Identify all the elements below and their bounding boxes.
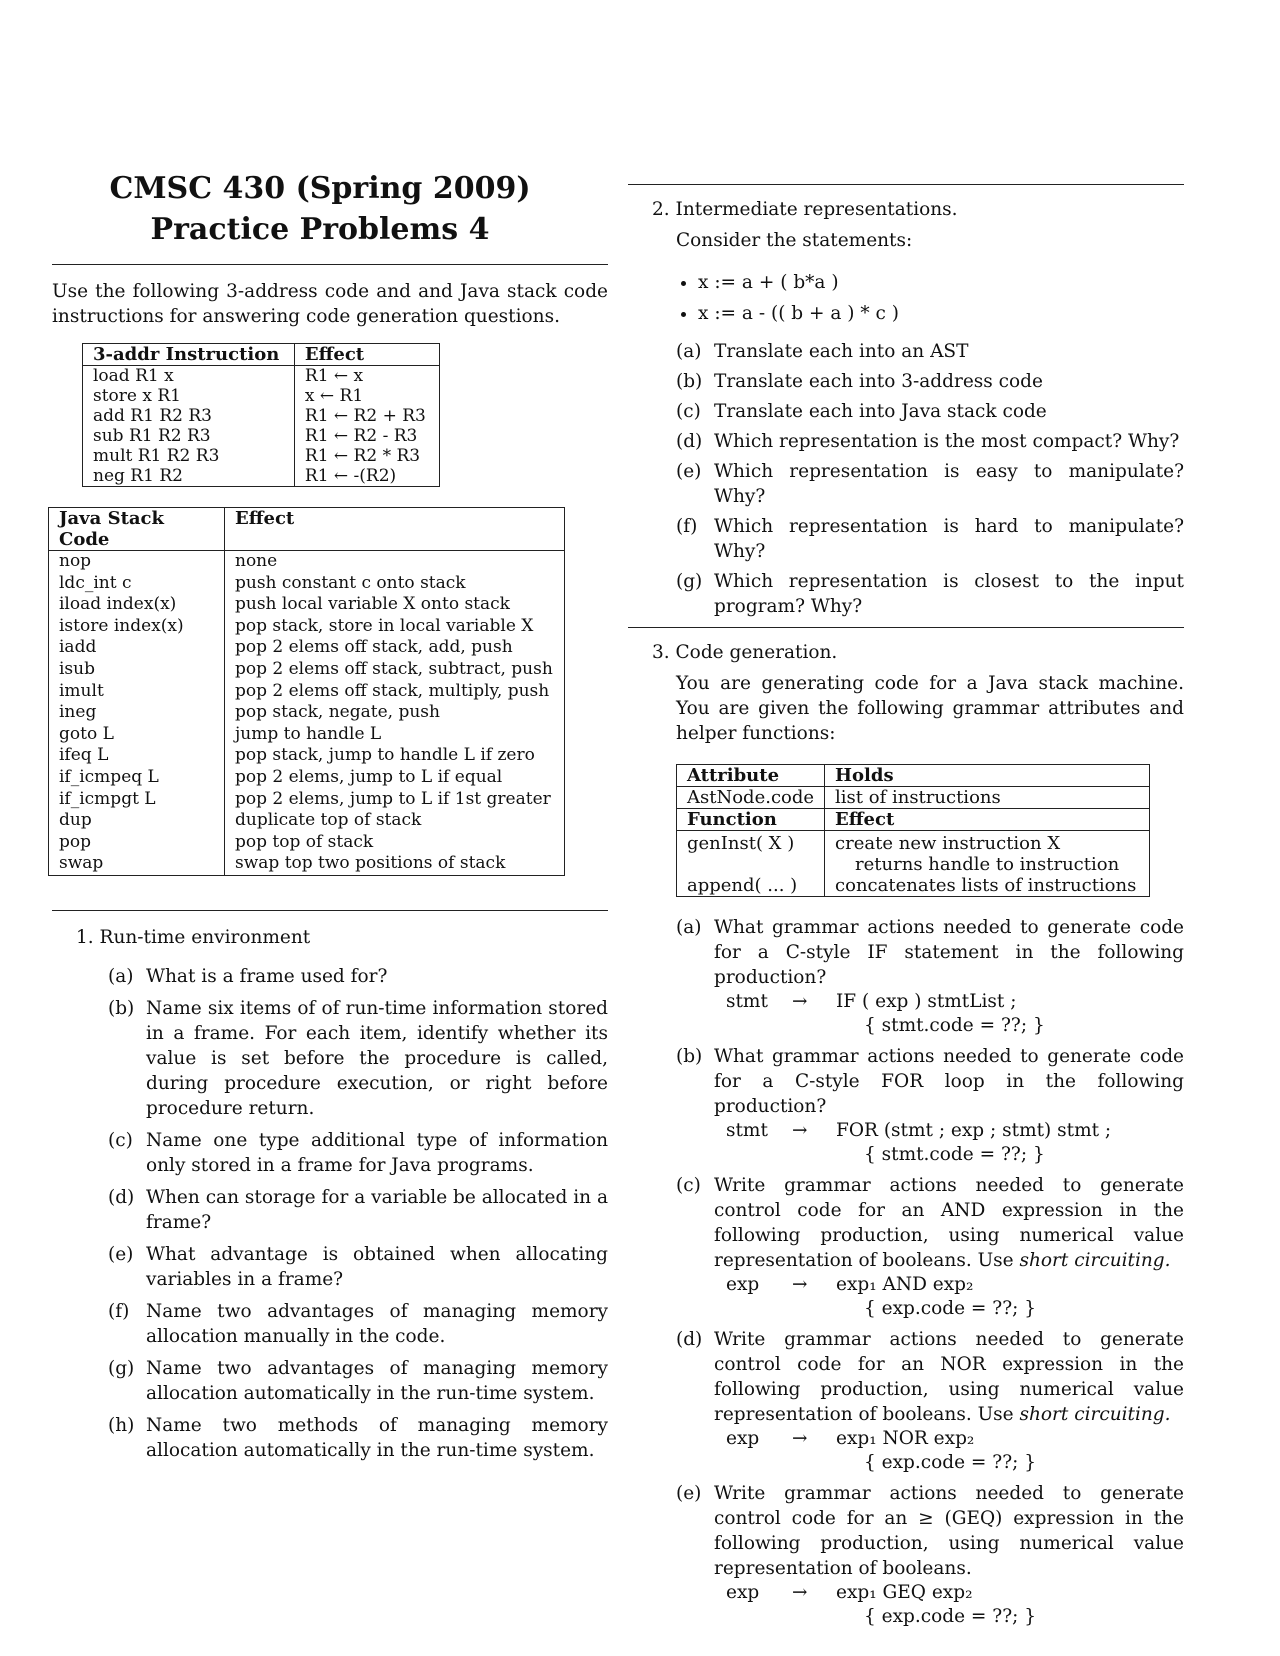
- list-item: [108, 1242, 608, 1292]
- item-text: Name two advantages of managing memory allocation manually in the code.: [146, 1300, 608, 1347]
- production-action: { stmt.code = ??; }: [864, 1144, 1045, 1165]
- grammar-production: [714, 1273, 1184, 1321]
- table-cell: store x R1: [83, 386, 295, 406]
- arrow-symbol: →: [792, 991, 808, 1012]
- title-line-2: Practice Problems 4: [150, 212, 490, 247]
- grammar-production: [714, 1581, 1184, 1629]
- item-text: [714, 915, 1184, 990]
- item-text: Which representation is hard to manipulate? Why?: [714, 516, 1184, 562]
- item-text: Translate each into Java stack code: [714, 401, 1047, 422]
- table-row: [49, 789, 565, 811]
- table-cell: pop 2 elems, jump to L if equal: [225, 767, 565, 789]
- table-cell: push constant c onto stack: [225, 573, 565, 595]
- divider: [628, 184, 1184, 185]
- grammar-production: [714, 1427, 1184, 1475]
- list-item: [108, 1185, 608, 1235]
- item-text-part: Write grammar actions needed to generate control code for an NOR expression in the following production, using numerical value representation of booleans. Use: [714, 1329, 1184, 1425]
- item-text-part: Write grammar actions needed to generate control code for an AND expression in the following production, using numerical value representation of booleans. Use: [714, 1175, 1184, 1271]
- grammar-production: [714, 1119, 1184, 1167]
- title-line-1: CMSC 430 (Spring 2009): [109, 171, 531, 206]
- question-2-heading: 2. Intermediate representations.: [652, 199, 958, 220]
- item-body: [714, 915, 1184, 1038]
- table-cell: pop 2 elems off stack, add, push: [225, 637, 565, 659]
- table-header-row: [83, 344, 440, 366]
- production-lhs: exp: [726, 1428, 760, 1449]
- table-cell: concatenates lists of instructions: [825, 875, 1150, 897]
- table-cell: pop stack, jump to handle L if zero: [225, 745, 565, 767]
- list-item: [676, 339, 1184, 364]
- item-text: [714, 1044, 1184, 1119]
- table-header: 3-addr Instruction: [83, 344, 295, 366]
- list-item: [108, 996, 608, 1121]
- table-row: [83, 406, 440, 426]
- table-header: Effect: [225, 508, 565, 551]
- question-3-heading: 3. Code generation.: [652, 642, 838, 663]
- table-cell: iadd: [49, 637, 225, 659]
- table-cell: none: [225, 551, 565, 573]
- three-addr-table: [82, 343, 440, 487]
- table-header-row: [677, 809, 1150, 831]
- list-item: [676, 1327, 1184, 1475]
- item-text-part: What grammar actions needed to generate code for a C-style FOR loop in the following production?: [714, 1046, 1184, 1117]
- grammar-production: [714, 990, 1184, 1038]
- table-row: [49, 551, 565, 573]
- table-row: [49, 767, 565, 789]
- table-cell: swap: [49, 853, 225, 875]
- table-cell: R1 ← R2 + R3: [294, 406, 439, 426]
- production-action: { exp.code = ??; }: [864, 1606, 1037, 1627]
- list-item: [676, 429, 1184, 454]
- list-item: [108, 1299, 608, 1349]
- production-lhs: exp: [726, 1274, 760, 1295]
- table-cell: push local variable X onto stack: [225, 594, 565, 616]
- item-label: (f): [108, 1300, 130, 1322]
- question-3-intro: You are generating code for a Java stack machine. You are given the following grammar attributes and helper functions:: [676, 673, 1184, 744]
- item-label: (g): [676, 571, 703, 592]
- item-text: What is a frame used for?: [146, 965, 388, 987]
- production-action: { stmt.code = ??; }: [864, 1015, 1045, 1036]
- list-item: [108, 964, 608, 989]
- table-cell: pop 2 elems off stack, subtract, push: [225, 659, 565, 681]
- statement-list: [676, 267, 1184, 329]
- emphasis-text: short circuiting.: [1019, 1250, 1171, 1271]
- table-cell: AstNode.code: [677, 787, 825, 809]
- item-label: (a): [676, 341, 702, 362]
- item-body: [714, 1044, 1184, 1167]
- table-row: [49, 573, 565, 595]
- intro-text: Use the following 3-address code and and Java stack code instructions for answering code generation questions.: [52, 281, 608, 327]
- item-text: Translate each into an AST: [714, 341, 969, 362]
- table-cell: iload index(x): [49, 594, 225, 616]
- item-text: Which representation is the most compact? Why?: [714, 431, 1180, 452]
- item-label: (d): [108, 1186, 135, 1208]
- item-text: Name six items of of run-time information stored in a frame. For each item, identify whether its value is set before the procedure is called, during procedure execution, or right before procedure return.: [146, 997, 608, 1119]
- item-label: (h): [108, 1414, 135, 1436]
- table-header: Holds: [825, 765, 1150, 787]
- table-cell: sub R1 R2 R3: [83, 426, 295, 446]
- table-cell: pop 2 elems off stack, multiply, push: [225, 681, 565, 703]
- table-row: [49, 681, 565, 703]
- item-label: (g): [108, 1357, 135, 1379]
- item-text: Name one type additional type of information only stored in a frame for Java programs.: [146, 1129, 608, 1176]
- table-cell: mult R1 R2 R3: [83, 446, 295, 466]
- list-item: [676, 369, 1184, 394]
- table-cell: x ← R1: [294, 386, 439, 406]
- list-item: • x := a + ( b*a ): [698, 267, 1184, 298]
- page-title: [32, 168, 608, 250]
- item-body: [714, 1327, 1184, 1475]
- table-cell: pop stack, negate, push: [225, 702, 565, 724]
- table-row: [83, 366, 440, 387]
- table-cell: neg R1 R2: [83, 466, 295, 487]
- item-label: (a): [108, 965, 134, 987]
- list-item: [676, 1044, 1184, 1167]
- list-item: [676, 569, 1184, 619]
- table-cell: ineg: [49, 702, 225, 724]
- divider: [52, 910, 608, 911]
- question-2-list: [676, 339, 1184, 619]
- item-text: When can storage for a variable be allocated in a frame?: [146, 1186, 608, 1233]
- item-text-part: What grammar actions needed to generate code for a C-style IF statement in the following production?: [714, 917, 1184, 988]
- table-cell: R1 ← x: [294, 366, 439, 387]
- table-row: [677, 875, 1150, 897]
- production-rhs: FOR (stmt ; exp ; stmt) stmt ;: [836, 1120, 1112, 1141]
- cell-line: create new instruction X: [835, 833, 1061, 854]
- table-cell: R1 ← R2 * R3: [294, 446, 439, 466]
- table-header: Function: [677, 809, 825, 831]
- table-row: [83, 446, 440, 466]
- item-label: (c): [676, 1175, 701, 1196]
- table-row: [49, 832, 565, 854]
- item-text: Which representation is closest to the input program? Why?: [714, 571, 1184, 617]
- table-row: [83, 466, 440, 487]
- item-label: (e): [108, 1243, 134, 1265]
- production-rhs: exp₁ AND exp₂: [836, 1274, 974, 1295]
- table-cell: nop: [49, 551, 225, 573]
- item-label: (e): [676, 461, 702, 482]
- table-cell: add R1 R2 R3: [83, 406, 295, 426]
- question-1-list: [108, 964, 608, 1463]
- table-cell: [825, 831, 1150, 876]
- item-text: Name two methods of managing memory allocation automatically in the run-time system.: [146, 1414, 608, 1461]
- table-row: [49, 659, 565, 681]
- table-cell: istore index(x): [49, 616, 225, 638]
- production-lhs: stmt: [726, 991, 768, 1012]
- table-row: [83, 426, 440, 446]
- production-lhs: stmt: [726, 1120, 768, 1141]
- table-row: [49, 637, 565, 659]
- list-item: • x := a - (( b + a ) * c ): [698, 298, 1184, 329]
- table-row: [49, 810, 565, 832]
- list-item: [676, 1481, 1184, 1629]
- production-rhs: IF ( exp ) stmtList ;: [836, 991, 1017, 1012]
- table-row: [677, 831, 1150, 876]
- list-item: [108, 1356, 608, 1406]
- item-body: [714, 1173, 1184, 1321]
- table-cell: list of instructions: [825, 787, 1150, 809]
- table-header-row: [677, 765, 1150, 787]
- list-item: [676, 1173, 1184, 1321]
- table-cell: ldc_int c: [49, 573, 225, 595]
- table-row: [83, 386, 440, 406]
- list-item: [676, 399, 1184, 424]
- item-label: (b): [676, 371, 703, 392]
- list-item: [676, 915, 1184, 1038]
- item-text: [714, 1173, 1184, 1273]
- table-cell: jump to handle L: [225, 724, 565, 746]
- item-text: Translate each into 3-address code: [714, 371, 1043, 392]
- item-text: What advantage is obtained when allocating variables in a frame?: [146, 1243, 608, 1290]
- item-text: [714, 1327, 1184, 1427]
- production-lhs: exp: [726, 1582, 760, 1603]
- table-cell: imult: [49, 681, 225, 703]
- item-text: Name two advantages of managing memory allocation automatically in the run-time system.: [146, 1357, 608, 1404]
- list-item: [676, 514, 1184, 564]
- table-cell: duplicate top of stack: [225, 810, 565, 832]
- item-label: (c): [676, 401, 701, 422]
- table-cell: goto L: [49, 724, 225, 746]
- table-header: Effect: [825, 809, 1150, 831]
- item-label: (f): [676, 516, 698, 537]
- question-3-list: [676, 915, 1184, 1629]
- item-body: [714, 1481, 1184, 1629]
- divider: [52, 264, 608, 265]
- table-cell: genInst( X ): [677, 831, 825, 876]
- list-item: [108, 1128, 608, 1178]
- item-label: (b): [108, 997, 135, 1019]
- table-header-row: [49, 508, 565, 551]
- item-label: (c): [108, 1129, 133, 1151]
- table-cell: dup: [49, 810, 225, 832]
- table-cell: R1 ← R2 - R3: [294, 426, 439, 446]
- table-row: [677, 787, 1150, 809]
- divider: [628, 627, 1184, 628]
- table-cell: pop 2 elems, jump to L if 1st greater: [225, 789, 565, 811]
- production-rhs: exp₁ GEQ exp₂: [836, 1582, 973, 1603]
- arrow-symbol: →: [792, 1428, 808, 1449]
- table-cell: R1 ← -(R2): [294, 466, 439, 487]
- table-cell: load R1 x: [83, 366, 295, 387]
- table-cell: swap top two positions of stack: [225, 853, 565, 875]
- table-header: Java Stack Code: [49, 508, 225, 551]
- table-row: [49, 853, 565, 875]
- item-label: (b): [676, 1046, 703, 1067]
- production-action: { exp.code = ??; }: [864, 1298, 1037, 1319]
- list-item: [676, 459, 1184, 509]
- table-cell: if_icmpeq L: [49, 767, 225, 789]
- attribute-table: [676, 764, 1150, 897]
- table-cell: isub: [49, 659, 225, 681]
- table-row: [49, 745, 565, 767]
- arrow-symbol: →: [792, 1120, 808, 1141]
- table-cell: pop top of stack: [225, 832, 565, 854]
- question-1-heading: 1. Run-time environment: [76, 926, 311, 948]
- item-text-part: Write grammar actions needed to generate control code for an ≥ (GEQ) expression in the following production, using numerical value representation of booleans.: [714, 1483, 1184, 1579]
- table-header: Attribute: [677, 765, 825, 787]
- table-row: [49, 594, 565, 616]
- production-rhs: exp₁ NOR exp₂: [836, 1428, 975, 1449]
- right-column: [628, 168, 1184, 1635]
- emphasis-text: short circuiting.: [1019, 1404, 1171, 1425]
- table-cell: ifeq L: [49, 745, 225, 767]
- arrow-symbol: →: [792, 1582, 808, 1603]
- table-row: [49, 616, 565, 638]
- item-label: (d): [676, 431, 703, 452]
- item-label: (a): [676, 917, 702, 938]
- table-cell: pop: [49, 832, 225, 854]
- item-label: (e): [676, 1483, 702, 1504]
- item-text: Which representation is easy to manipulate? Why?: [714, 461, 1184, 507]
- table-cell: pop stack, store in local variable X: [225, 616, 565, 638]
- table-header: Effect: [294, 344, 439, 366]
- table-row: [49, 724, 565, 746]
- table-cell: append( ... ): [677, 875, 825, 897]
- production-action: { exp.code = ??; }: [864, 1452, 1037, 1473]
- cell-line: returns handle to instruction: [855, 854, 1120, 875]
- arrow-symbol: →: [792, 1274, 808, 1295]
- item-label: (d): [676, 1329, 703, 1350]
- java-stack-table: [48, 507, 565, 876]
- question-2-intro: Consider the statements:: [676, 230, 913, 251]
- table-cell: if_icmpgt L: [49, 789, 225, 811]
- left-column: [52, 168, 608, 1470]
- table-row: [49, 702, 565, 724]
- item-text: [714, 1481, 1184, 1581]
- list-item: [108, 1413, 608, 1463]
